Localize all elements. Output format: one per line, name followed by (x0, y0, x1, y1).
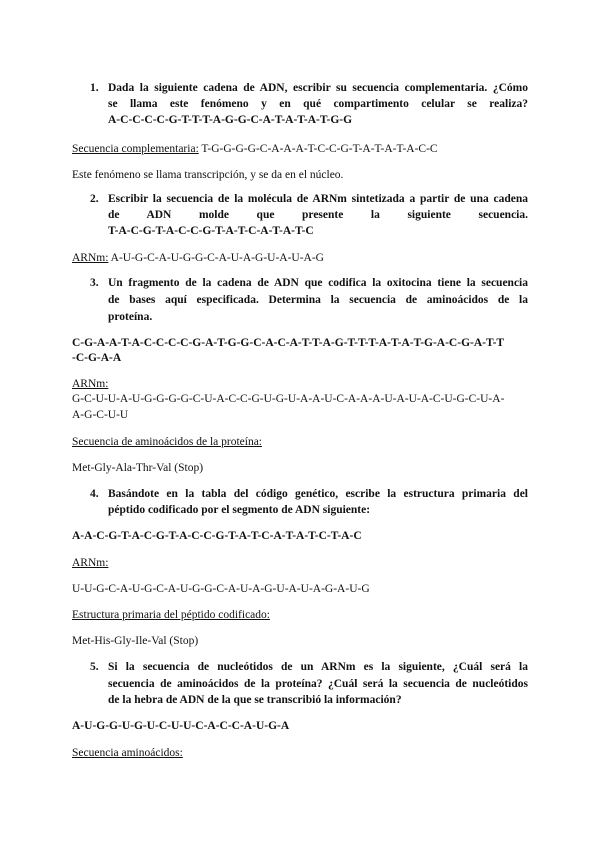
answer-3-arnm-line-1: G-C-U-U-A-U-G-G-G-G-C-U-A-C-C-G-U-G-U-A-A-U-C-A-A-A-U-A-U-A-C-U-G-C-U-A- (72, 393, 505, 405)
question-5-arnm-sequence: A-U-G-G-U-G-U-C-U-U-C-A-C-C-A-U-G-A (72, 720, 290, 732)
answer-1-note: Este fenómeno se llama transcripción, y se da en el núcleo. (72, 169, 344, 181)
answer-4-arnm-value: U-U-G-C-A-U-G-C-A-U-G-G-C-A-U-A-G-U-A-U-A-G-A-U-G (72, 583, 370, 595)
question-3-line-1: Un fragmento de la cadena de ADN que codifica la oxitocina tiene la secuencia (108, 277, 528, 289)
question-2-line-2: de ADN molde que presente la siguiente secuencia. (108, 209, 528, 221)
answer-4-struct-value: Met-His-Gly-Ile-Val (Stop) (72, 635, 199, 647)
answer-1-complementary (72, 142, 438, 156)
question-4-number: 4. (90, 488, 99, 500)
question-4-line-2: péptido codificado por el segmento de ADN siguiente: (108, 504, 371, 516)
question-3-line-3: proteína. (108, 311, 153, 323)
question-3-dna-sequence-line-2: -C-G-A-A (72, 352, 122, 364)
question-3-dna-sequence-line-1: C-G-A-A-T-A-C-C-C-C-G-A-T-G-G-C-A-C-A-T-T-A-G-T-T-T-A-T-A-T-G-A-C-G-A-T-T (72, 337, 505, 349)
answer-3-arnm-label: ARNm: (72, 378, 109, 390)
question-3-line-2: de bases aquí especificada. Determina la secuencia de aminoácidos de la (108, 294, 528, 306)
question-2-dna-sequence: T-A-C-G-T-A-C-C-G-T-A-T-C-A-T-A-T-C (108, 225, 314, 237)
question-2-line-1: Escribir la secuencia de la molécula de ARNm sintetizada a partir de una cadena (108, 193, 528, 205)
answer-2-label: ARNm: (72, 252, 109, 264)
question-3-number: 3. (90, 277, 99, 289)
question-1-line-2: se llama este fenómeno y en qué compartimento celular se realiza? (108, 98, 528, 110)
answer-3-protein-label: Secuencia de aminoácidos de la proteína: (72, 436, 262, 448)
question-5-line-3: de la hebra de ADN de la que se transcribió la información? (108, 694, 402, 706)
answer-2-arnm (72, 251, 324, 265)
question-5-number: 5. (90, 661, 99, 673)
question-5-line-2: secuencia de aminoácidos de la proteína? ¿Cuál será la secuencia de nucleótidos (108, 678, 528, 690)
question-2-number: 2. (90, 193, 99, 205)
answer-1-label: Secuencia complementaria: (72, 143, 199, 155)
answer-1-value: T-G-G-G-G-C-A-A-A-T-C-C-G-T-A-T-A-T-A-C-C (198, 143, 438, 155)
answer-4-struct-label: Estructura primaria del péptido codificado: (72, 609, 270, 621)
answer-5-label: Secuencia aminoácidos: (72, 747, 183, 759)
question-1-number: 1. (90, 82, 99, 94)
question-4-dna-sequence: A-A-C-G-T-A-C-G-T-A-C-C-G-T-A-T-C-A-T-A-T-C-T-A-C (72, 530, 362, 542)
answer-4-arnm-label: ARNm: (72, 557, 109, 569)
answer-3-arnm-line-2: A-G-C-U-U (72, 409, 129, 421)
question-1-dna-sequence: A-C-C-C-C-G-T-T-T-A-G-G-C-A-T-A-T-A-T-G-G (108, 114, 353, 126)
question-4-line-1: Basándote en la tabla del código genético, escribe la estructura primaria del (108, 488, 528, 500)
question-1-line-1: Dada la siguiente cadena de ADN, escribir su secuencia complementaria. ¿Cómo (108, 82, 528, 94)
question-5-line-1: Si la secuencia de nucleótidos de un ARNm es la siguiente, ¿Cuál será la (108, 661, 528, 673)
answer-3-protein-value: Met-Gly-Ala-Thr-Val (Stop) (72, 462, 204, 474)
answer-2-value: A-U-G-C-A-U-G-G-C-A-U-A-G-U-A-U-A-G (108, 252, 324, 264)
